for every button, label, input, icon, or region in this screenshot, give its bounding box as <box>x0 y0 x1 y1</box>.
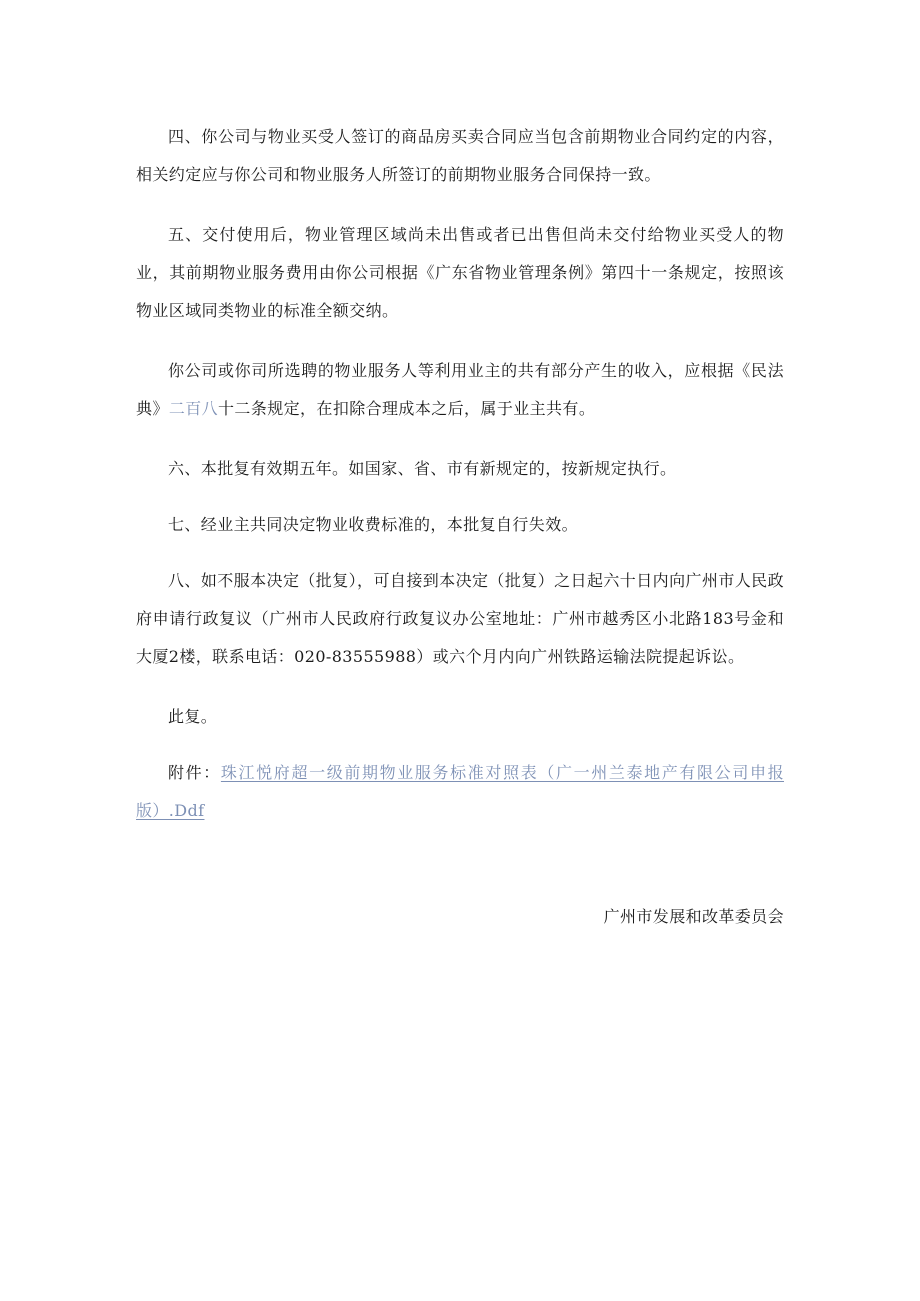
attachment-label: 附件： <box>168 763 221 782</box>
issuer-signature: 广州市发展和改革委员会 <box>603 907 784 926</box>
paragraph-8: 八、如不服本决定（批复），可自接到本决定（批复）之日起六十日内向广州市人民政府申请行政复议（广州市人民政府行政复议办公室地址：广州市越秀区小北路183号金和大厦2楼，联系电话：020-83555988）或六个月内向广州铁路运输法院提起诉讼。 <box>136 571 784 666</box>
closing-remark: 此复。 <box>168 707 218 726</box>
paragraph-7: 七、经业主共同决定物业收费标准的，本批复自行失效。 <box>168 515 579 534</box>
attachment-line <box>136 754 784 830</box>
paragraph-4: 四、你公司与物业买受人签订的商品房买卖合同应当包含前期物业合同约定的内容，相关约定应与你公司和物业服务人所签订的前期物业服务合同保持一致。 <box>136 127 784 184</box>
shared-income-text-before: 你公司或你司所选聘的物业服务人等利用业主的共有部分产生的收入，应根据《民法典》 <box>136 361 784 418</box>
highlighted-article-number: 二百八 <box>168 399 219 418</box>
paragraph-6: 六、本批复有效期五年。如国家、省、市有新规定的，按新规定执行。 <box>168 459 677 478</box>
paragraph-shared-income <box>136 352 784 428</box>
document-body <box>136 118 784 852</box>
shared-income-text-after: 十二条规定，在扣除合理成本之后，属于业主共有。 <box>218 399 596 418</box>
paragraph-5: 五、交付使用后，物业管理区域尚未出售或者已出售但尚未交付给物业买受人的物业，其前期物业服务费用由你公司根据《广东省物业管理条例》第四十一条规定，按照该物业区域同类物业的标准全额交纳。 <box>136 225 784 320</box>
attachment-link[interactable]: 珠江悦府超一级前期物业服务标准对照表（广一州兰泰地产有限公司申报版）.Ddf <box>136 763 784 820</box>
